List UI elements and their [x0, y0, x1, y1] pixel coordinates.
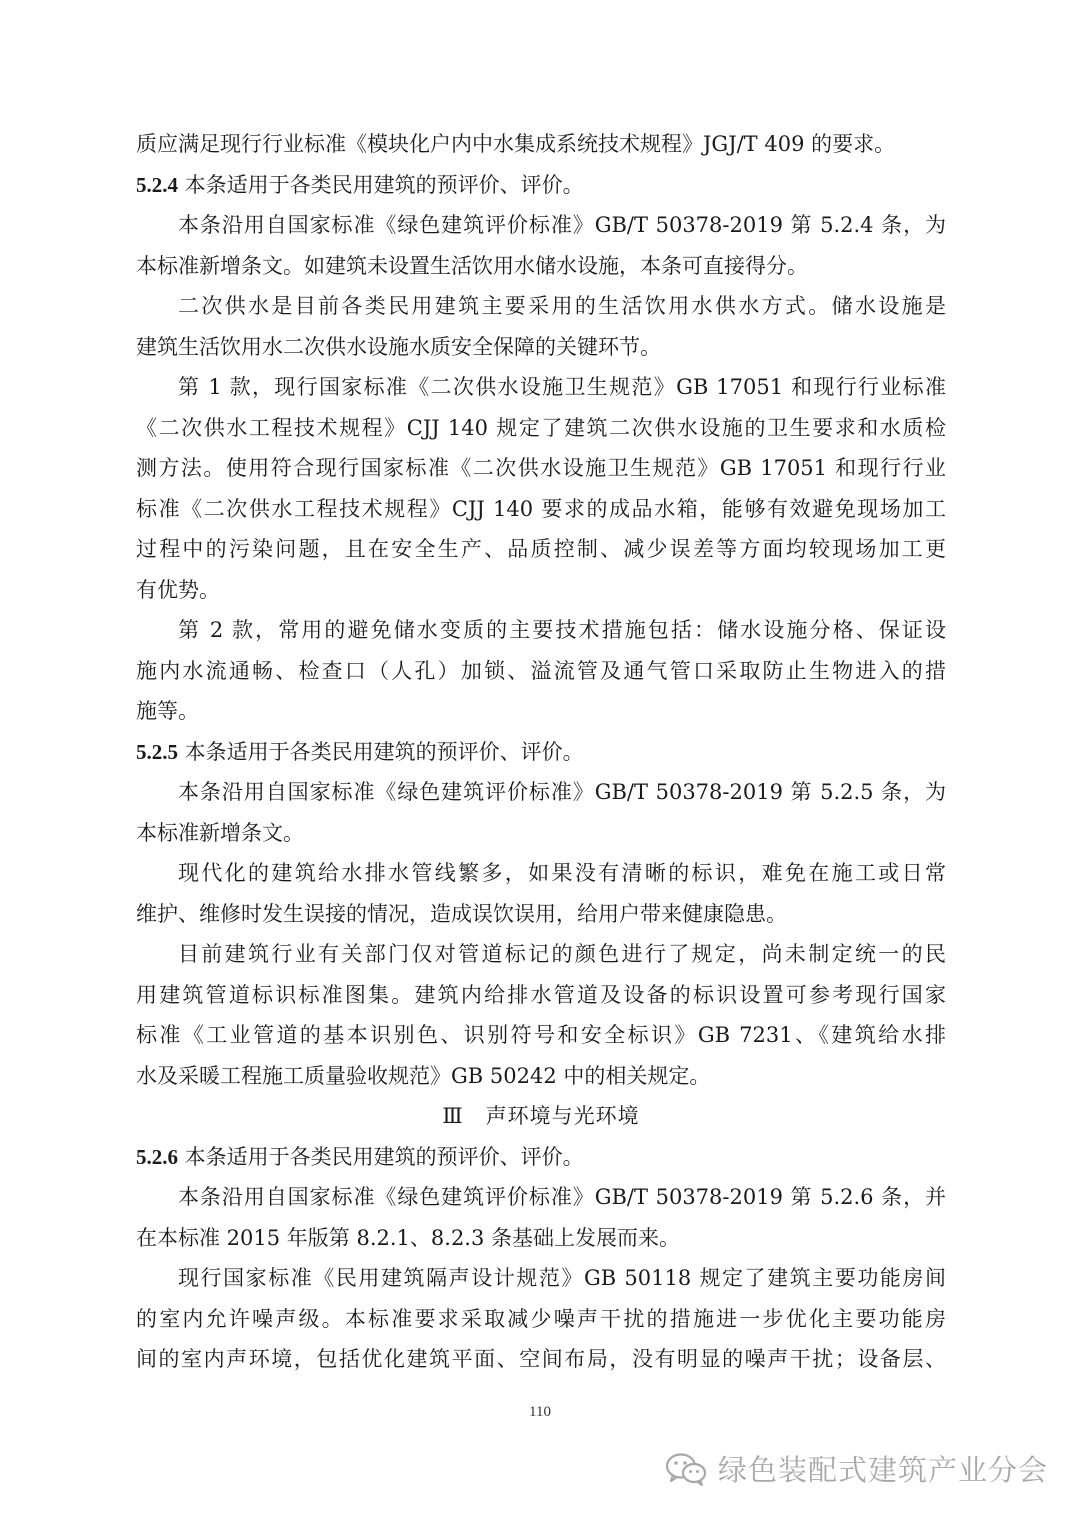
text-line: 现代化的建筑给水排水管线繁多，如果没有清晰的标识，难免在施工或日常: [178, 861, 946, 885]
text-line: 第 2 款，常用的避免储水变质的主要技术措施包括：储水设施分格、保证设: [178, 618, 946, 642]
watermark-text: 绿色装配式建筑产业分会: [717, 1453, 1048, 1487]
text-line: 在本标准 2015 年版第 8.2.1、8.2.3 条基础上发展而来。: [136, 1225, 681, 1250]
text-line: 水及采暖工程施工质量验收规范》GB 50242 中的相关规定。: [136, 1063, 711, 1088]
text-line: 二次供水是目前各类民用建筑主要采用的生活饮用水供水方式。储水设施是: [178, 294, 946, 318]
text-line: 施内水流通畅、检查口（人孔）加锁、溢流管及通气管口采取防止生物进入的措: [136, 658, 946, 683]
clause-text: 本条适用于各类民用建筑的预评价、评价。: [178, 1144, 584, 1169]
text-line: 有优势。: [136, 577, 220, 602]
text-line: 维护、维修时发生误接的情况，造成误饮误用，给用户带来健康隐患。: [136, 901, 787, 926]
body-text: [136, 124, 946, 1380]
text-line: [136, 165, 946, 206]
text-line: 测方法。使用符合现行国家标准《二次供水设施卫生规范》GB 17051 和现行行业: [136, 456, 946, 480]
watermark: [664, 1448, 1048, 1489]
page-number: 110: [529, 1404, 551, 1420]
text-line: 施等。: [136, 699, 199, 723]
text-line: 间的室内声环境，包括优化建筑平面、空间布局，没有明显的噪声干扰；设备层、: [136, 1347, 946, 1371]
text-line: 建筑生活饮用水二次供水设施水质安全保障的关键环节。: [136, 334, 661, 359]
text-line: 标准《二次供水工程技术规程》CJJ 140 要求的成品水箱，能够有效避免现场加工: [136, 496, 946, 521]
clause-text: 本条适用于各类民用建筑的预评价、评价。: [178, 739, 584, 764]
clause-text: 本条适用于各类民用建筑的预评价、评价。: [178, 172, 584, 197]
text-line: 本条沿用自国家标准《绿色建筑评价标准》GB/T 50378-2019 第 5.2.4 条，为: [178, 213, 946, 237]
text-line: 本标准新增条文。: [136, 820, 304, 845]
text-line: 过程中的污染问题，且在安全生产、品质控制、减少误差等方面均较现场加工更: [136, 537, 946, 561]
clause-number: 5.2.5: [136, 739, 178, 764]
text-line: 本条沿用自国家标准《绿色建筑评价标准》GB/T 50378-2019 第 5.2.5 条，为: [178, 780, 946, 804]
text-line: 《二次供水工程技术规程》CJJ 140 规定了建筑二次供水设施的卫生要求和水质检: [136, 415, 946, 440]
text-line: [136, 1137, 946, 1178]
text-line: 标准《工业管道的基本识别色、识别符号和安全标识》GB 7231、《建筑给水排: [136, 1023, 946, 1047]
text-line: 的室内允许噪声级。本标准要求采取减少噪声干扰的措施进一步优化主要功能房: [136, 1306, 946, 1331]
clause-number: 5.2.6: [136, 1144, 178, 1169]
text-line: 质应满足现行行业标准《模块化户内中水集成系统技术规程》JGJ/T 409 的要求。: [136, 132, 896, 156]
wechat-icon: [664, 1451, 708, 1487]
text-line: 现行国家标准《民用建筑隔声设计规范》GB 50118 规定了建筑主要功能房间: [178, 1266, 946, 1290]
text-line: 本条沿用自国家标准《绿色建筑评价标准》GB/T 50378-2019 第 5.2.6 条，并: [178, 1185, 946, 1209]
section-heading: Ⅲ 声环境与光环境: [442, 1104, 640, 1128]
text-line: 用建筑管道标识标准图集。建筑内给排水管道及设备的标识设置可参考现行国家: [136, 982, 946, 1007]
text-line: [136, 732, 946, 773]
text-line: 第 1 款，现行国家标准《二次供水设施卫生规范》GB 17051 和现行行业标准: [178, 375, 946, 399]
clause-number: 5.2.4: [136, 172, 178, 197]
text-line: 本标准新增条文。如建筑未设置生活饮用水储水设施，本条可直接得分。: [136, 253, 808, 278]
text-line: 目前建筑行业有关部门仅对管道标记的颜色进行了规定，尚未制定统一的民: [178, 942, 946, 966]
